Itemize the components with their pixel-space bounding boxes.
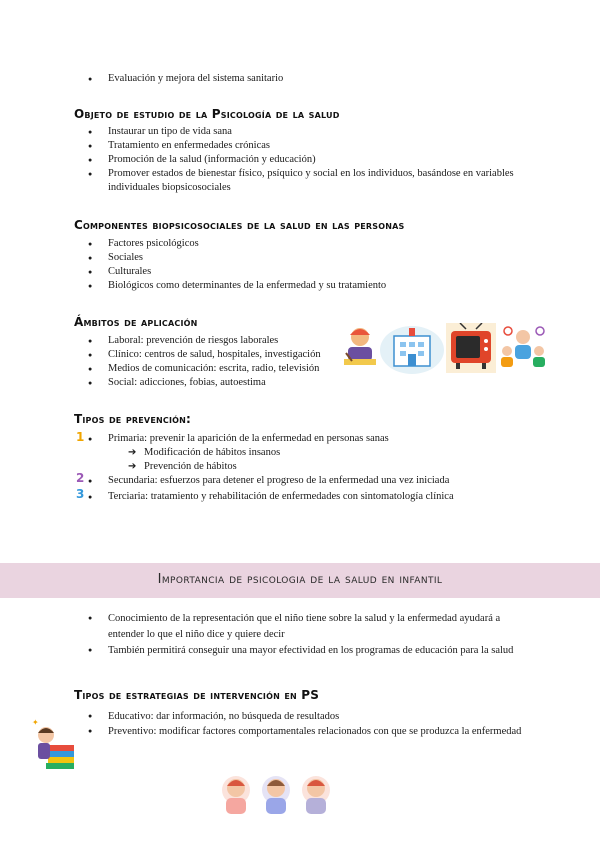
section-title-prevencion: Tipos de prevención: <box>74 412 192 426</box>
list-item: ● Conocimiento de la representación que el niño tiene sobre la salud y la enfermedad ayudará a entender lo que el niño dice y quiere decir <box>108 611 538 643</box>
list-item-terciaria: ● Terciaria: tratamiento y rehabilitación de enfermedades con sintomatología clínica <box>108 490 548 504</box>
list-item-secundaria: ● Secundaria: esfuerzos para detener el progreso de la enfermedad una vez iniciada <box>108 474 538 488</box>
list-item: ● Sociales <box>108 251 528 265</box>
section-title-componentes: Componentes biopsicosociales de la salud en las personas <box>74 218 405 232</box>
componentes-list <box>108 237 528 293</box>
importancia-list <box>108 611 538 659</box>
list-item: ● Evaluación y mejora del sistema sanitario <box>108 72 528 86</box>
arrow-icon: ➔ <box>128 447 137 458</box>
prevencion-list-2 <box>108 474 538 488</box>
ambitos-list <box>108 334 348 390</box>
section-title-estrategias: Tipos de estrategias de intervención en PS <box>74 688 320 702</box>
sub-item: ➔ Prevención de hábitos <box>128 461 237 472</box>
children-illustration <box>218 768 336 818</box>
band-title: Importancia de psicologia de la salud en infantil <box>157 572 443 587</box>
list-item: ● También permitirá conseguir una mayor efectividad en los programas de educación para la salud <box>108 643 538 659</box>
television-illustration <box>446 323 496 373</box>
number-one-icon: 1 <box>76 430 85 444</box>
list-item: ● Social: adicciones, fobias, autoestima <box>108 376 348 390</box>
list-item: ● Promoción de la salud (información y educación) <box>108 153 528 167</box>
svg-text:✦: ✦ <box>32 718 39 727</box>
list-item: ● Preventivo: modificar factores comportamentales relacionados con que se produzca la enfermedad <box>108 724 528 739</box>
section-title-ambitos: Ámbitos de aplicación <box>74 315 198 329</box>
list-item: ● Biológicos como determinantes de la enfermedad y su tratamiento <box>108 279 528 293</box>
list-item: ● Promover estados de bienestar físico, psíquico y social en los individuos, basándose en variables individuales biopsicosociales <box>108 167 528 195</box>
list-item: ● Educativo: dar información, no búsqueda de resultados <box>108 709 528 724</box>
number-three-icon: 3 <box>76 487 85 501</box>
social-illustration <box>498 323 548 373</box>
list-item: ● Tratamiento en enfermedades crónicas <box>108 139 528 153</box>
list-item: ● Clínico: centros de salud, hospitales, investigación <box>108 348 348 362</box>
primaria-subitems <box>128 446 281 474</box>
list-item: ● Factores psicológicos <box>108 237 528 251</box>
list-item: ● Instaurar un tipo de vida sana <box>108 125 528 139</box>
list-item-primaria: ● Primaria: prevenir la aparición de la enfermedad en personas sanas <box>108 432 538 446</box>
sub-item: ➔ Modificación de hábitos insanos <box>128 447 281 458</box>
prevencion-list <box>108 432 538 446</box>
section-title-objeto: Objeto de estudio de la Psicología de la salud <box>74 107 340 121</box>
estrategias-list <box>108 709 528 739</box>
prevencion-list-3 <box>108 490 548 504</box>
top-list <box>108 72 528 86</box>
list-item: ● Culturales <box>108 265 528 279</box>
list-item: ● Medios de comunicación: escrita, radio, televisión <box>108 362 348 376</box>
student-books-illustration <box>30 715 80 771</box>
worker-illustration <box>340 325 380 369</box>
objeto-list <box>108 125 528 195</box>
hospital-illustration <box>380 322 444 374</box>
number-two-icon: 2 <box>76 471 85 485</box>
list-item: ● Laboral: prevención de riesgos laborales <box>108 334 348 348</box>
arrow-icon: ➔ <box>128 461 137 472</box>
